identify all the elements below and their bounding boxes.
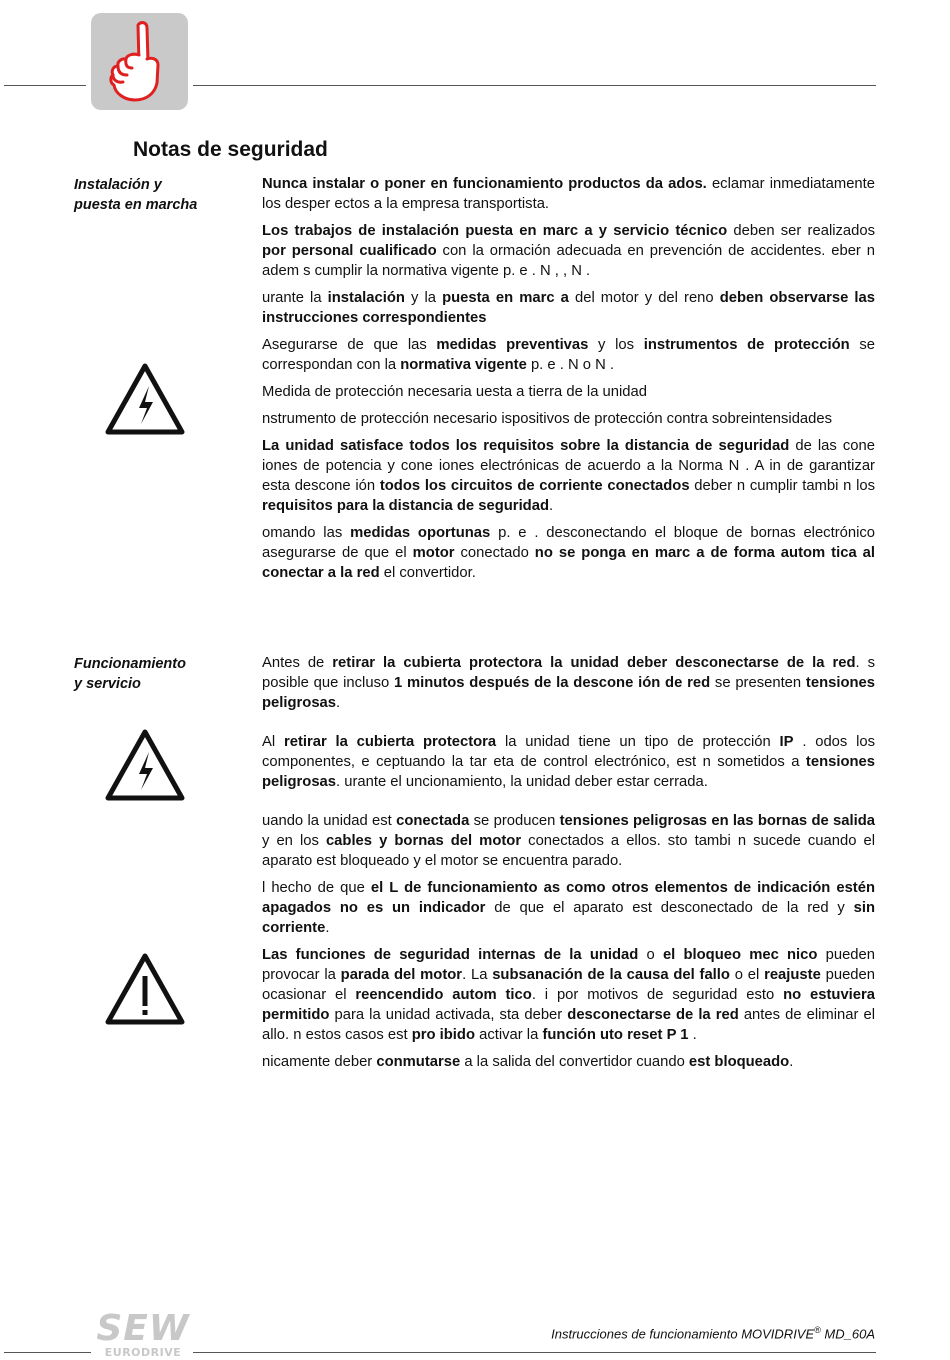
footer-rule-left [4, 1352, 91, 1353]
text-run: se presenten [710, 675, 806, 691]
paragraph [262, 436, 875, 516]
paragraph [262, 811, 875, 871]
bold-text: instrumentos de protección [643, 337, 850, 353]
bold-text: conectada [396, 813, 470, 829]
side-label-line: Funcionamiento [74, 656, 186, 672]
bold-text: no se ponga en marc a de forma autom tica al conectar a la red [262, 545, 875, 581]
logo-wordmark: SEW [96, 1308, 190, 1349]
side-label-line: y servicio [74, 676, 141, 692]
text-run: . [325, 920, 330, 936]
paragraph [262, 335, 875, 375]
text-run: antes de eliminar el allo. n estos casos est [262, 1007, 876, 1043]
bold-text: reencendido autom tico [355, 987, 532, 1003]
pointing-hand-icon [91, 13, 188, 110]
text-run: de que el aparato est desconectado de la red y [485, 900, 854, 916]
text-run: la unidad tiene un tipo de protección [496, 734, 780, 750]
bold-text: tensiones peligrosas [262, 754, 875, 790]
text-run: y la [404, 290, 443, 306]
text-run: conectado [454, 545, 535, 561]
high-voltage-warning-icon [104, 362, 186, 436]
bold-text: medidas preventivas [436, 337, 589, 353]
paragraph [262, 174, 875, 214]
text-run: . s posible que incluso [262, 655, 875, 691]
paragraph [262, 945, 875, 1045]
bold-text: Las funciones de seguridad internas de la unidad [262, 947, 639, 963]
bold-text: función uto reset P 1 [542, 1027, 689, 1043]
bold-text: conmutarse [376, 1054, 461, 1070]
bold-text: subsanación de la causa del fallo [492, 967, 730, 983]
text-run: . La [462, 967, 493, 983]
header-rule-right [193, 85, 876, 86]
paragraph [262, 409, 875, 429]
text-run: . [789, 1054, 794, 1070]
paragraph [262, 288, 875, 328]
paragraph [262, 382, 875, 402]
bold-text: el bloqueo mec nico [662, 947, 818, 963]
text-run: a la salida del convertidor cuando [460, 1054, 689, 1070]
text-run: eclamar inmediatamente los desper ectos a la empresa transportista. [262, 176, 875, 212]
bold-text: requisitos para la distancia de seguridad [262, 498, 549, 514]
text-run: o el [729, 967, 765, 983]
side-label-installation [74, 175, 249, 215]
bold-text: La unidad satisface todos los requisitos sobre la distancia de seguridad [262, 438, 790, 454]
bold-text: puesta en marc a [442, 290, 569, 306]
bold-text: tensiones peligrosas [262, 675, 875, 711]
text-run: omando las [262, 525, 351, 541]
side-label-line: puesta en marcha [74, 197, 198, 213]
sew-eurodrive-logo [94, 1308, 192, 1360]
side-label-operation [74, 654, 249, 694]
text-run: y en los [262, 833, 326, 849]
text-run: para la unidad activada, sta deber [329, 1007, 568, 1023]
bold-text: cables y bornas del motor [325, 833, 522, 849]
text-run: o [638, 947, 663, 963]
text-run: . urante el uncionamiento, la unidad deber estar cerrada. [336, 774, 708, 790]
bold-text: sin corriente [262, 900, 875, 936]
bold-text: retirar la cubierta protectora la unidad deber desconectarse de la red [332, 655, 856, 671]
paragraph [262, 653, 875, 713]
bold-text: retirar la cubierta protectora [283, 734, 497, 750]
text-run: Antes de [262, 655, 333, 671]
footer-doc-model: MD_60A [820, 1326, 875, 1342]
bold-text: normativa vigente [400, 357, 527, 373]
bold-text: no estuviera permitido [262, 987, 876, 1023]
operation-text [262, 653, 875, 1079]
text-run: activar la [475, 1027, 543, 1043]
text-run: . odos los componentes, e ceptuando la tar eta de control electrónico, est n sometidos a [262, 734, 875, 770]
bold-text: reajuste [764, 967, 821, 983]
bold-text: por personal cualificado [262, 243, 437, 259]
paragraph [262, 523, 875, 583]
paragraph [262, 878, 875, 938]
bold-text: est bloqueado [688, 1054, 790, 1070]
side-label-line: Instalación y [74, 177, 162, 193]
bold-text: Los trabajos de instalación puesta en marc a y servicio técnico [262, 223, 728, 239]
header-rule-left [4, 85, 86, 86]
bold-text: medidas oportunas [350, 525, 491, 541]
text-run: del motor y del reno [568, 290, 720, 306]
footer-document-title [551, 1325, 875, 1341]
bold-text: 1 minutos después de la descone ión de red [393, 675, 711, 691]
text-run: . [688, 1027, 697, 1043]
text-run: p. e . desconectando el bloque de bornas electrónico asegurarse de que el [262, 525, 875, 561]
bold-text: parada del motor [340, 967, 463, 983]
text-run: l hecho de que [262, 880, 371, 896]
text-run: Medida de protección necesaria uesta a tierra de la unidad [262, 384, 647, 400]
logo-subtitle: EURODRIVE [104, 1346, 182, 1359]
paragraph [262, 221, 875, 281]
text-run: Asegurarse de que las [262, 337, 437, 353]
text-run: nicamente deber [262, 1054, 377, 1070]
bold-text: tensiones peligrosas en las bornas de salida [559, 813, 876, 829]
text-run: uando la unidad est [262, 813, 397, 829]
text-run: con la ormación adecuada en prevención de accidentes. eber n adem s cumplir la normativa vigente p. e . N , , N . [262, 243, 875, 279]
footer-doc-name: Instrucciones de funcionamiento MOVIDRIVE [551, 1326, 815, 1342]
footer-rule-right [193, 1352, 876, 1353]
text-run: deber n cumplir tambi n los [689, 478, 875, 494]
page-title: Notas de seguridad [133, 138, 328, 161]
bold-text: el L de funcionamiento as como otros elementos de indicación estén apagados no es un indicador [262, 880, 876, 916]
bold-text: instalación [327, 290, 405, 306]
text-run: urante la [262, 290, 328, 306]
text-run: se producen [469, 813, 560, 829]
text-run: el convertidor. [379, 565, 476, 581]
text-run: conectados a ellos. sto tambi n sucede cuando el aparato est bloqueado y el motor se encuentra parado. [262, 833, 875, 869]
safety-notice-badge [91, 13, 188, 110]
text-run: . i por motivos de seguridad esto [531, 987, 784, 1003]
text-run: se correspondan con la [262, 337, 875, 373]
paragraph [262, 732, 875, 792]
paragraph [262, 1052, 875, 1072]
bold-text: IP [779, 734, 794, 750]
text-run: p. e . N o N . [526, 357, 615, 373]
bold-text: deben observarse las instrucciones correspondientes [262, 290, 875, 326]
text-run: pueden provocar la [262, 947, 875, 983]
text-run: . [549, 498, 554, 514]
text-run: pueden ocasionar el [262, 967, 875, 1003]
installation-text [262, 174, 875, 590]
high-voltage-warning-icon [104, 728, 186, 802]
general-warning-icon [104, 952, 186, 1026]
text-run: Al [262, 734, 284, 750]
text-run: y los [588, 337, 644, 353]
text-run: de las cone iones de potencia y cone iones electrónicas de acuerdo a la Norma N . A in de garantizar esta descone ión [262, 438, 875, 494]
text-run: . [336, 695, 341, 711]
registered-mark: ® [814, 1325, 821, 1335]
bold-text: desconectarse de la red [567, 1007, 739, 1023]
bold-text: Nunca instalar o poner en funcionamiento productos da ados. [262, 176, 707, 192]
bold-text: pro ibido [411, 1027, 475, 1043]
bold-text: motor [412, 545, 455, 561]
bold-text: todos los circuitos de corriente conectados [379, 478, 690, 494]
text-run: nstrumento de protección necesario ispositivos de protección contra sobreintensidades [262, 411, 833, 427]
text-run: deben ser realizados [727, 223, 876, 239]
